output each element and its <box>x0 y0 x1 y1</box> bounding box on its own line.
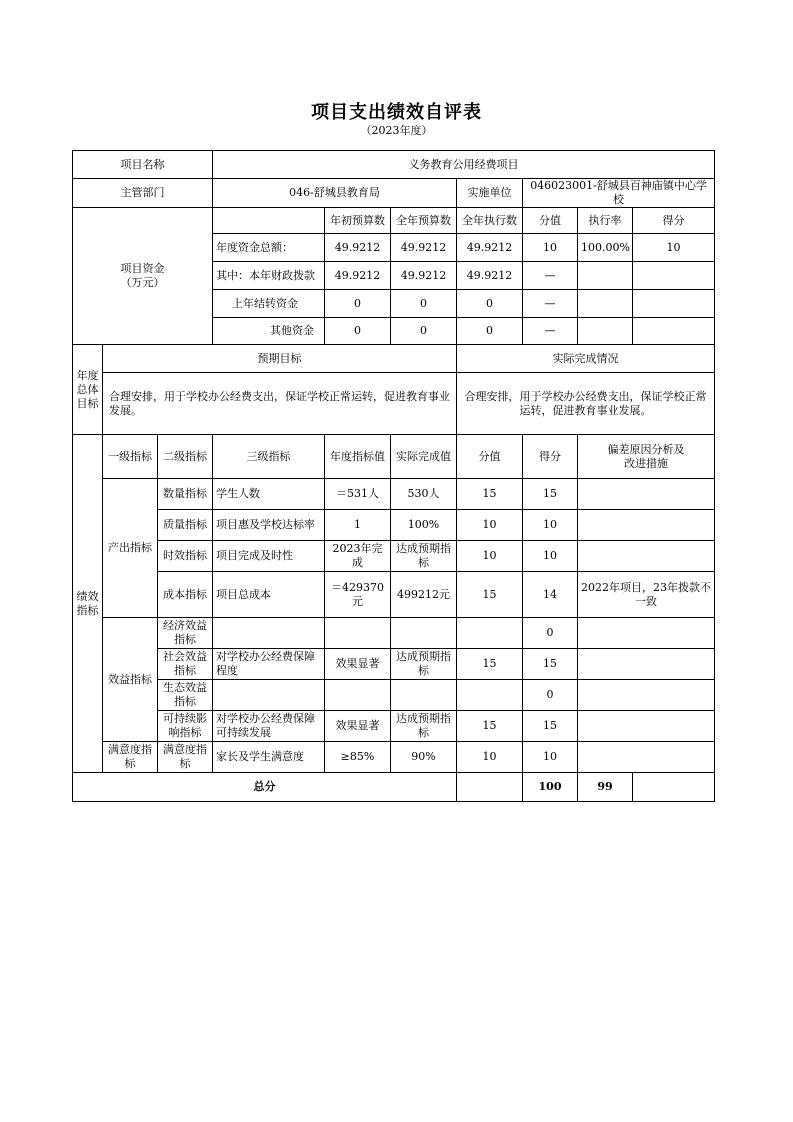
funds-row-score-value: — <box>523 318 578 345</box>
funds-row-executed: 0 <box>457 318 523 345</box>
col-exec-rate: 执行率 <box>578 208 633 234</box>
indicator-l3: 项目完成及时性 <box>213 541 325 572</box>
indicator-l3 <box>213 680 325 711</box>
score-header: 得分 <box>523 435 578 479</box>
indicator-note: 2022年项目，23年拨款不一致 <box>578 572 715 618</box>
indicator-note <box>578 541 715 572</box>
funds-row-full: 0 <box>391 318 457 345</box>
indicator-actual <box>391 618 457 649</box>
level1-header: 一级指标 <box>103 435 158 479</box>
indicator-score-value: 15 <box>457 711 523 742</box>
indicator-note <box>578 711 715 742</box>
evaluation-table <box>72 150 715 802</box>
funds-row-rate <box>578 262 633 290</box>
funds-row-label: 年度资金总额： <box>213 234 325 262</box>
funds-row-score <box>633 318 715 345</box>
level2-header: 二级指标 <box>158 435 213 479</box>
indicator-l2: 可持续影响指标 <box>158 711 213 742</box>
indicator-l2: 满意度指标 <box>158 742 213 773</box>
indicator-l2: 社会效益指标 <box>158 649 213 680</box>
funds-row-score-value: — <box>523 290 578 318</box>
funds-row-rate: 100.00% <box>578 234 633 262</box>
indicator-actual: 达成预期指标 <box>391 711 457 742</box>
indicator-score: 10 <box>523 742 578 773</box>
total-blank <box>457 773 523 802</box>
indicator-score-value: 15 <box>457 572 523 618</box>
expected-goal-label: 预期目标 <box>103 345 457 373</box>
total-note <box>633 773 715 802</box>
indicator-note <box>578 510 715 541</box>
total-label: 总分 <box>73 773 457 802</box>
indicator-score: 15 <box>523 479 578 510</box>
funds-header-row <box>73 208 715 234</box>
indicator-target: ＝531人 <box>325 479 391 510</box>
col-score: 得分 <box>633 208 715 234</box>
indicator-target: ≥85% <box>325 742 391 773</box>
indicator-note <box>578 742 715 773</box>
indicator-actual: 530人 <box>391 479 457 510</box>
indicator-row <box>73 711 715 742</box>
col-score-value: 分值 <box>523 208 578 234</box>
funds-row-label: 其中：本年财政拨款 <box>213 262 325 290</box>
goal-header-row <box>73 345 715 373</box>
level1-satisfaction: 满意度指标 <box>103 742 158 773</box>
indicator-target: 1 <box>325 510 391 541</box>
funds-row-initial: 0 <box>325 318 391 345</box>
impl-unit-value: 046023001-舒城县百神庙镇中心学校 <box>523 179 715 208</box>
annual-goal-label: 年度总体目标 <box>73 345 103 435</box>
funds-row-label: 其他资金 <box>213 318 325 345</box>
indicator-row <box>73 510 715 541</box>
indicator-score-value <box>457 680 523 711</box>
indicator-row <box>73 742 715 773</box>
indicator-l3: 项目惠及学校达标率 <box>213 510 325 541</box>
funds-row-rate <box>578 290 633 318</box>
indicator-actual <box>391 680 457 711</box>
col-full-budget: 全年预算数 <box>391 208 457 234</box>
dept-row <box>73 179 715 208</box>
deviation-header <box>578 435 715 479</box>
indicator-row <box>73 572 715 618</box>
indicator-score: 0 <box>523 680 578 711</box>
expected-goal-text: 合理安排，用于学校办公经费支出，保证学校正常运转，促进教育事业发展。 <box>103 373 457 435</box>
funds-label-text: 项目资金（万元） <box>120 262 165 289</box>
funds-row-score <box>633 262 715 290</box>
project-name-row <box>73 151 715 179</box>
indicator-l2: 经济效益指标 <box>158 618 213 649</box>
funds-row-full: 0 <box>391 290 457 318</box>
indicator-l3: 对学校办公经费保障可持续发展 <box>213 711 325 742</box>
indicator-note <box>578 649 715 680</box>
score-value-header: 分值 <box>457 435 523 479</box>
indicator-score: 0 <box>523 618 578 649</box>
funds-row-initial: 0 <box>325 290 391 318</box>
indicator-actual: 90% <box>391 742 457 773</box>
deviation-header-text: 偏差原因分析及改进措施 <box>607 442 685 470</box>
indicator-target: ＝429370元 <box>325 572 391 618</box>
perf-indicators-label: 绩效指标 <box>73 435 103 773</box>
total-score: 99 <box>578 773 633 802</box>
indicator-note <box>578 680 715 711</box>
actual-completion-label: 实际完成情况 <box>457 345 715 373</box>
indicator-score: 15 <box>523 711 578 742</box>
total-row <box>73 773 715 802</box>
indicator-note <box>578 479 715 510</box>
level1-benefit: 效益指标 <box>103 618 158 742</box>
indicator-target: 效果显著 <box>325 711 391 742</box>
indicator-l2: 时效指标 <box>158 541 213 572</box>
indicator-note <box>578 618 715 649</box>
level1-output: 产出指标 <box>103 479 158 618</box>
funds-row-initial: 49.9212 <box>325 262 391 290</box>
indicator-row <box>73 618 715 649</box>
indicator-l3: 学生人数 <box>213 479 325 510</box>
goal-content-row <box>73 373 715 435</box>
funds-row-score-value: 10 <box>523 234 578 262</box>
page-title: 项目支出绩效自评表 <box>311 102 482 123</box>
indicator-actual: 100% <box>391 510 457 541</box>
project-name-label: 项目名称 <box>73 151 213 179</box>
funds-row-score: 10 <box>633 234 715 262</box>
indicator-target <box>325 618 391 649</box>
indicator-l2: 质量指标 <box>158 510 213 541</box>
funds-row-rate <box>578 318 633 345</box>
indicator-score: 10 <box>523 541 578 572</box>
indicator-header-row <box>73 435 715 479</box>
indicator-l2: 数量指标 <box>158 479 213 510</box>
funds-row-label: 上年结转资金 <box>213 290 325 318</box>
col-initial-budget: 年初预算数 <box>325 208 391 234</box>
indicator-l3: 项目总成本 <box>213 572 325 618</box>
indicator-actual: 达成预期指标 <box>391 649 457 680</box>
indicator-target: 2023年完成 <box>325 541 391 572</box>
indicator-target <box>325 680 391 711</box>
actual-completion-text: 合理安排，用于学校办公经费支出，保证学校正常运转，促进教育事业发展。 <box>457 373 715 435</box>
indicator-row <box>73 680 715 711</box>
funds-row-executed: 49.9212 <box>457 262 523 290</box>
indicator-score: 15 <box>523 649 578 680</box>
indicator-score-value: 15 <box>457 649 523 680</box>
funds-row-initial: 49.9212 <box>325 234 391 262</box>
indicator-score: 10 <box>523 510 578 541</box>
page-subtitle: （2023年度） <box>360 124 433 137</box>
indicator-score-value: 10 <box>457 541 523 572</box>
indicator-score-value: 10 <box>457 742 523 773</box>
indicator-score-value <box>457 618 523 649</box>
funds-row-full: 49.9212 <box>391 234 457 262</box>
indicator-row <box>73 479 715 510</box>
funds-row-score <box>633 290 715 318</box>
funds-row-score-value: — <box>523 262 578 290</box>
actual-value-header: 实际完成值 <box>391 435 457 479</box>
indicator-score: 14 <box>523 572 578 618</box>
indicator-l3 <box>213 618 325 649</box>
annual-target-header: 年度指标值 <box>325 435 391 479</box>
dept-label: 主管部门 <box>73 179 213 208</box>
indicator-row <box>73 541 715 572</box>
indicator-l3: 家长及学生满意度 <box>213 742 325 773</box>
indicator-l2: 成本指标 <box>158 572 213 618</box>
indicator-target: 效果显著 <box>325 649 391 680</box>
funds-row-executed: 0 <box>457 290 523 318</box>
indicator-actual: 达成预期指标 <box>391 541 457 572</box>
indicator-score-value: 15 <box>457 479 523 510</box>
indicator-l2: 生态效益指标 <box>158 680 213 711</box>
indicator-l3: 对学校办公经费保障程度 <box>213 649 325 680</box>
indicator-actual: 499212元 <box>391 572 457 618</box>
indicator-row <box>73 649 715 680</box>
funds-row-executed: 49.9212 <box>457 234 523 262</box>
total-score-value: 100 <box>523 773 578 802</box>
level3-header: 三级指标 <box>213 435 325 479</box>
funds-header-blank <box>213 208 325 234</box>
funds-label <box>73 208 213 345</box>
impl-unit-label: 实施单位 <box>457 179 523 208</box>
indicator-score-value: 10 <box>457 510 523 541</box>
funds-row-full: 49.9212 <box>391 262 457 290</box>
col-executed: 全年执行数 <box>457 208 523 234</box>
dept-value: 046-舒城县教育局 <box>213 179 457 208</box>
project-name-value: 义务教育公用经费项目 <box>213 151 715 179</box>
